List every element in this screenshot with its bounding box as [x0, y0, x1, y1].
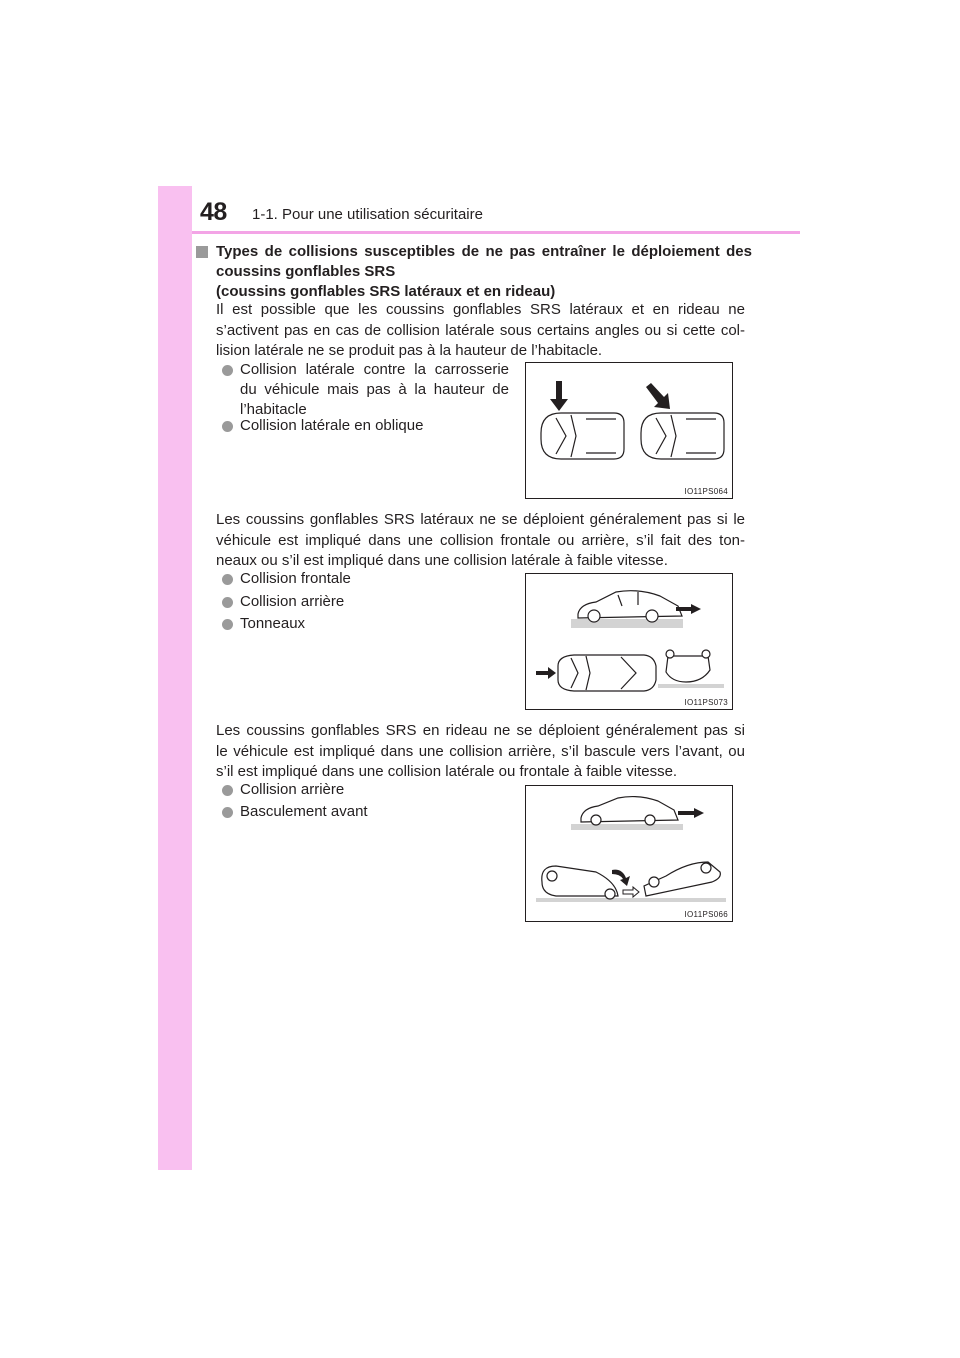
impact-arrow-down: [550, 381, 568, 411]
bullet-item: [222, 802, 368, 822]
rear-impact-arrow: [678, 808, 704, 818]
bullet-item: [222, 614, 305, 634]
bullet-line: Collision arrière: [240, 781, 345, 798]
heading-line: Types de collisions susceptibles de ne pas entraîner le déploiement des: [216, 243, 752, 260]
bullet-item: [222, 780, 344, 800]
bullet-line: Collision frontale: [240, 570, 351, 587]
paragraph-line: véhicule est impliqué dans une collision frontale ou arrière, s’il fait des ton-: [216, 531, 745, 549]
paragraph-line: Les coussins gonflables SRS en rideau ne se déploient généralement pas si: [216, 722, 745, 739]
curved-motion-arrow: [612, 870, 630, 886]
rear-and-forward-rollover-illustration: [526, 786, 732, 921]
front-impact-arrow: [536, 667, 556, 679]
paragraph-line: Les coussins gonflables SRS latéraux ne se déploient généralement pas si le: [216, 511, 745, 528]
figure-code: IO11PS073: [684, 698, 728, 707]
bullet-line: Tonneaux: [240, 615, 306, 632]
page-number: 48: [200, 198, 227, 226]
figure-frontal-rear-rollover: [525, 573, 733, 710]
bullet-line: Collision latérale en oblique: [240, 417, 424, 434]
paragraph-line: le véhicule est impliqué dans une collision arrière, s’il bascule vers l’avant, ou: [216, 742, 745, 760]
heading-line: (coussins gonflables SRS latéraux et en rideau): [216, 283, 556, 300]
impact-arrow-oblique: [646, 383, 670, 409]
paragraph-side-airbags: [216, 510, 745, 572]
car-top-view-2: [641, 413, 724, 459]
frontal-rear-rollover-illustration: [526, 574, 732, 709]
bullet-line: Collision latérale contre la carrosserie: [240, 361, 509, 378]
section-title: 1-1. Pour une utilisation sécuritaire: [252, 206, 483, 223]
bullet-item: [222, 360, 509, 420]
car-top-view-1: [541, 413, 624, 459]
figure-code: IO11PS066: [684, 910, 728, 919]
bullet-dot-icon: [222, 597, 233, 608]
bullet-line: Basculement avant: [240, 803, 368, 820]
paragraph-line: neaux ou s’il est impliqué dans une collision latérale à faible vitesse.: [216, 552, 668, 569]
car-rollover: [666, 656, 710, 682]
heading-line: coussins gonflables SRS: [216, 263, 396, 280]
paragraph-line: s’il est impliqué dans une collision latérale ou frontale à faible vitesse.: [216, 763, 678, 780]
paragraph-line: lision latérale ne se produit pas à la hauteur de l’habitacle.: [216, 342, 603, 359]
bullet-line: Collision arrière: [240, 593, 345, 610]
figure-rear-and-forward-rollover: [525, 785, 733, 922]
figure-side-collision: [525, 362, 733, 499]
bullet-dot-icon: [222, 421, 233, 432]
paragraph-curtain-airbags: [216, 721, 745, 783]
section-heading: [196, 242, 752, 302]
bullet-item: [222, 416, 423, 436]
paragraph-line: Il est possible que les coussins gonflables SRS latéraux et en rideau ne: [216, 301, 745, 318]
square-bullet-icon: [196, 246, 208, 258]
bullet-dot-icon: [222, 785, 233, 796]
bullet-dot-icon: [222, 619, 233, 630]
intro-paragraph: [216, 300, 745, 362]
bullet-line: l’habitacle: [240, 401, 307, 418]
header-rule: [192, 231, 800, 234]
side-collision-illustration: [526, 363, 732, 498]
bullet-dot-icon: [222, 574, 233, 585]
bullet-dot-icon: [222, 807, 233, 818]
bullet-dot-icon: [222, 365, 233, 376]
bullet-line: du véhicule mais pas à la hauteur de: [240, 381, 509, 398]
figure-code: IO11PS064: [684, 487, 728, 496]
bullet-item: [222, 592, 344, 612]
bullet-item: [222, 569, 351, 589]
transition-arrow: [623, 887, 639, 897]
paragraph-line: s’activent pas en cas de collision latérale sous certains angles ou si cette col-: [216, 321, 745, 339]
chapter-sidebar-tab: [158, 186, 192, 1170]
